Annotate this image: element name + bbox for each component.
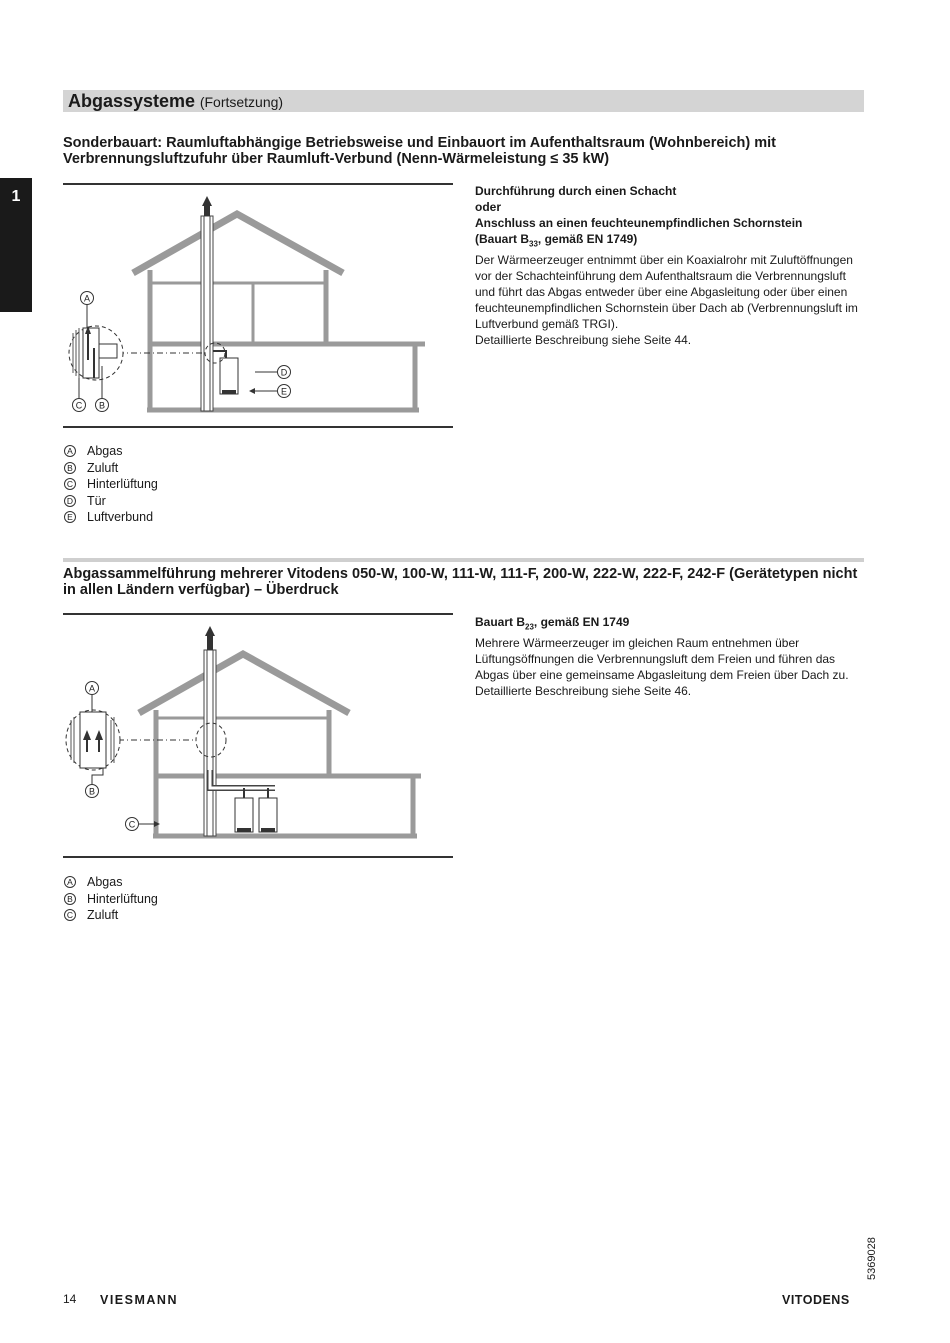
desc-body: Mehrere Wärmeerzeuger im gleichen Raum entnehmen über Lüftungsöffnungen die Verbrennungsluft dem Freien und führen das Abgas über eine gemeinsame Abgasleitung dem Freien über Dach zu.	[475, 636, 849, 683]
section1-legend	[64, 443, 158, 526]
document-number: 5369028	[866, 1237, 878, 1280]
svg-text:B: B	[98, 400, 106, 411]
legend-item: D Tür	[64, 493, 158, 510]
header-title: Abgassysteme	[68, 91, 196, 111]
section-separator	[63, 558, 864, 562]
section1-description	[475, 183, 867, 348]
collector-pipe	[210, 770, 275, 788]
legend-item: B Hinterlüftung	[64, 891, 158, 908]
chapter-tab: 1	[0, 178, 32, 312]
desc-ref: Detaillierte Beschreibung siehe Seite 44.	[475, 333, 692, 348]
svg-text:E: E	[280, 386, 288, 397]
section2-legend	[64, 874, 158, 924]
flue-arrow-up	[205, 626, 215, 636]
svg-text:B: B	[88, 786, 96, 797]
section2-diagram	[63, 620, 455, 856]
desc-bauart: Bauart $B_{23}$, gemäß EN 1749	[475, 615, 630, 632]
product-name: VITODENS	[782, 1293, 850, 1307]
chimney	[204, 650, 216, 836]
desc-heading-3: Anschluss an einen feuchteunempfindlichen Schornstein	[475, 216, 803, 230]
boiler-unit	[259, 798, 277, 832]
desc-heading-1: Durchführung durch einen Schacht	[475, 184, 677, 198]
section1-diagram	[63, 188, 455, 424]
section2-description	[475, 614, 867, 699]
desc-heading-2: oder	[475, 200, 502, 214]
house-roof	[133, 214, 343, 273]
legend-item: A Abgas	[64, 443, 158, 460]
flue-arrow-up	[202, 196, 212, 206]
chimney	[201, 216, 213, 411]
header-subtitle: (Fortsetzung)	[199, 94, 284, 110]
legend-item: A Abgas	[64, 874, 158, 891]
section2-title: Abgassammelführung mehrerer Vitodens 050-W, 100-W, 111-W, 111-F, 200-W, 222-W, 222-F, 242-F (Gerätetypen nicht in allen Ländern verfügbar) – Überdruck	[63, 566, 858, 598]
section-header	[63, 90, 864, 112]
legend-item: E Luftverbund	[64, 509, 158, 526]
svg-text:A: A	[88, 683, 96, 694]
desc-body: Der Wärmeerzeuger entnimmt über ein Koaxialrohr mit Zuluftöffnungen vor der Schachteinführung dem Aufenthaltsraum die Verbrennungsluft und führt das Abgas entweder über eine Abgasleitung oder über einen feuchteunempfindlichen Schornstein über Dach ab (Verbrennungsluft im Luftverbund gemäß TRGI).	[475, 253, 858, 332]
house-roof	[139, 654, 349, 713]
boiler-unit	[235, 798, 253, 832]
desc-ref: Detaillierte Beschreibung siehe Seite 46.	[475, 684, 692, 699]
page-number: 14	[63, 1292, 77, 1306]
legend-item: C Hinterlüftung	[64, 476, 158, 493]
section1-title: Sonderbauart: Raumluftabhängige Betriebsweise und Einbauort im Aufenthaltsraum (Wohnbereich) mit Verbrennungsluftzufuhr über Raumluft-Verbund (Nenn-Wärmeleistung ≤ 35 kW)	[63, 135, 776, 167]
svg-text:C: C	[128, 819, 136, 830]
svg-text:C: C	[75, 400, 83, 411]
brand-logo: VIESMANN	[100, 1293, 178, 1307]
svg-text:D: D	[280, 367, 288, 378]
section2-top-rule	[63, 613, 453, 615]
svg-text:A: A	[83, 293, 91, 304]
section1-bottom-rule	[63, 426, 453, 428]
legend-item: C Zuluft	[64, 907, 158, 924]
desc-bauart: (Bauart $B_{33}$, gemäß EN 1749)	[475, 232, 638, 249]
section2-bottom-rule	[63, 856, 453, 858]
section1-top-rule	[63, 183, 453, 185]
boiler-unit	[220, 358, 238, 394]
legend-item: B Zuluft	[64, 460, 158, 477]
